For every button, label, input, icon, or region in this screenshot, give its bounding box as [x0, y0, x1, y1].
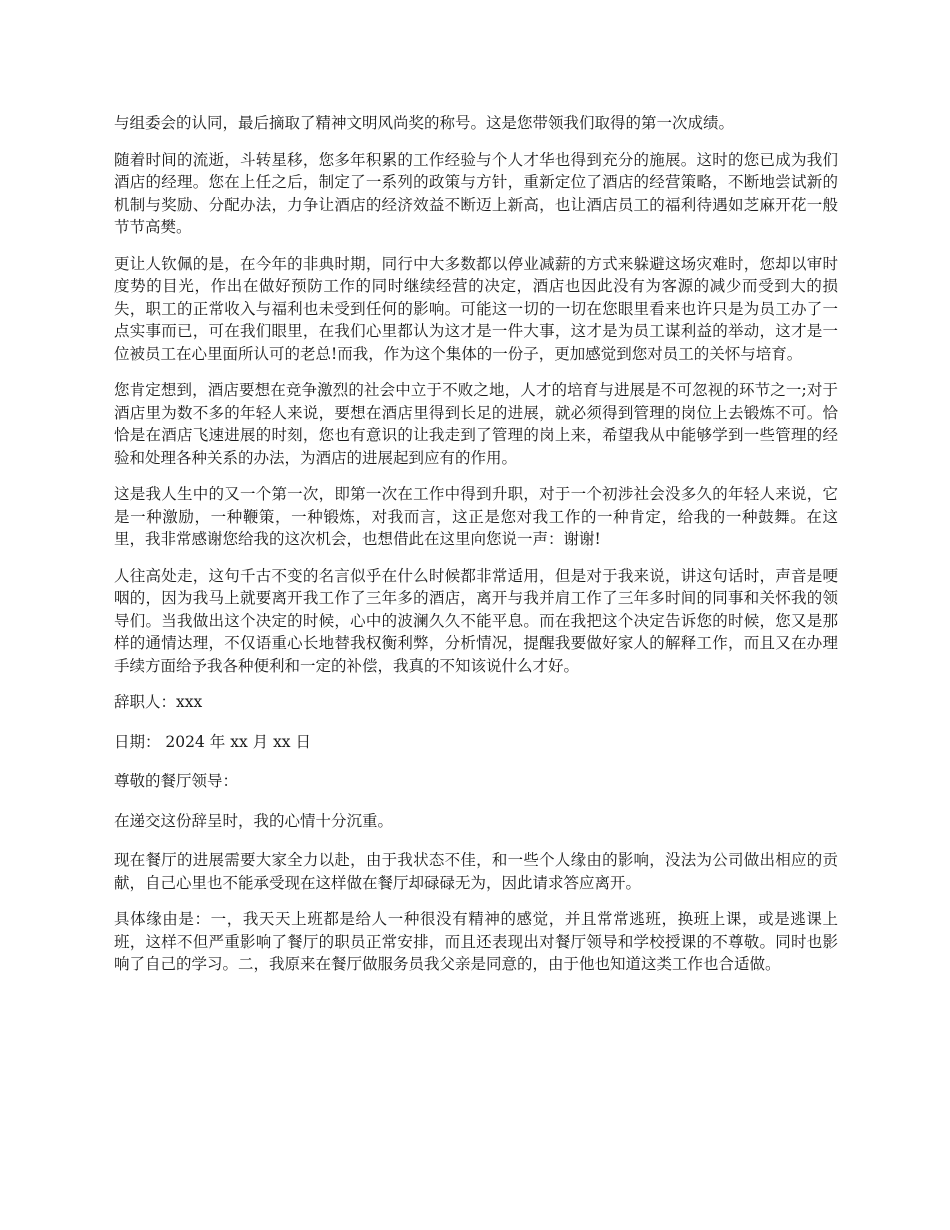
- paragraph-manager-promotion: 随着时间的流逝，斗转星移，您多年积累的工作经验与个人才华也得到充分的施展。这时的您已成为我们酒店的经理。您在上任之后，制定了一系列的政策与方针，重新定位了酒店的经营策略，不断地尝试新的机制与奖励、分配办法，力争让酒店的经济效益不断迈上新高，也让酒店员工的福利待遇如芝麻开花一般节节高樊。: [114, 150, 838, 236]
- date-line: 日期： 2024 年 xx 月 xx 日: [114, 732, 311, 751]
- paragraph-achievement: 与组委会的认同，最后摘取了精神文明风尚奖的称号。这是您带领我们取得的第一次成绩。: [114, 114, 735, 132]
- paragraph-heavy-heart: 在递交这份辞呈时，我的心情十分沉重。: [114, 811, 394, 830]
- paragraph-specific-reasons: 具体缘由是：一，我天天上班都是给人一种很没有精神的感觉，并且常常逃班，换班上课，或是逃课上班，这样不但严重影响了餐厅的职员正常安排，而且还表现出对餐厅领导和学校授课的不尊敬。同时也影响了自己的学习。二，我原来在餐厅做服务员我父亲是同意的，由于他也知道这类工作也合适做。: [114, 910, 838, 973]
- salutation: 尊敬的餐厅领导：: [114, 772, 239, 790]
- resignee-line: 辞职人：xxx: [114, 693, 203, 711]
- paragraph-sars-period: 更让人钦佩的是，在今年的非典时期，同行中大多数都以停业减薪的方式来躲避这场灾难时，您却以审时度势的目光，作出在做好预防工作的同时继续经营的决定，酒店也因此没有为客源的减少而受到大的损失，职工的正常收入与福利也未受到任何的影响。可能这一切的一切在您眼里看来也许只是为员工办了一点实事而已，可在我们眼里，在我们心里都认为这才是一件大事，这才是为员工谋利益的举动，这才是一位被员工在心里面所认可的老总!而我，作为这个集体的一份子，更加感觉到您对员工的关怀与培育。: [114, 254, 838, 363]
- paragraph-resignation-request: 现在餐厅的进展需要大家全力以赴，由于我状态不佳，和一些个人缘由的影响，没法为公司做出相应的贡献，自己心里也不能承受现在这样做在餐厅却碌碌无为，因此请求答应离开。: [114, 851, 838, 892]
- paragraph-first-promotion: 这是我人生中的又一个第一次，即第一次在工作中得到升职，对于一个初涉社会没多久的年轻人来说，它是一种激励，一种鞭策，一种锻炼，对我而言，这正是您对我工作的一种肯定，给我的一种鼓舞。在这里，我非常感谢您给我的这次机会，也想借此在这里向您说一声：谢谢!: [114, 485, 838, 548]
- paragraph-talent-development: 您肯定想到，酒店要想在竞争激烈的社会中立于不败之地，人才的培育与进展是不可忽视的环节之一;对于酒店里为数不多的年轻人来说，要想在酒店里得到长足的进展，就必须得到管理的岗位上去锻炼不可。恰恰是在酒店飞速进展的时刻，您也有意识的让我走到了管理的岗上来，希望我从中能够学到一些管理的经验和处理各种关系的办法，为酒店的进展起到应有的作用。: [114, 381, 838, 467]
- paragraph-leaving: 人往高处走，这句千古不变的名言似乎在什么时候都非常适用，但是对于我来说，讲这句话时，声音是哽咽的，因为我马上就要离开我工作了三年多的酒店，离开与我并肩工作了三年多时间的同事和关怀我的领导们。当我做出这个决定的时候，心中的波澜久久不能平息。而在我把这个决定告诉您的时候，您又是那样的通情达理，不仅语重心长地替我权衡利弊，分析情况，提醒我要做好家人的解释工作，而且又在办理手续方面给予我各种便利和一定的补偿，我真的不知该说什么才好。: [114, 566, 838, 675]
